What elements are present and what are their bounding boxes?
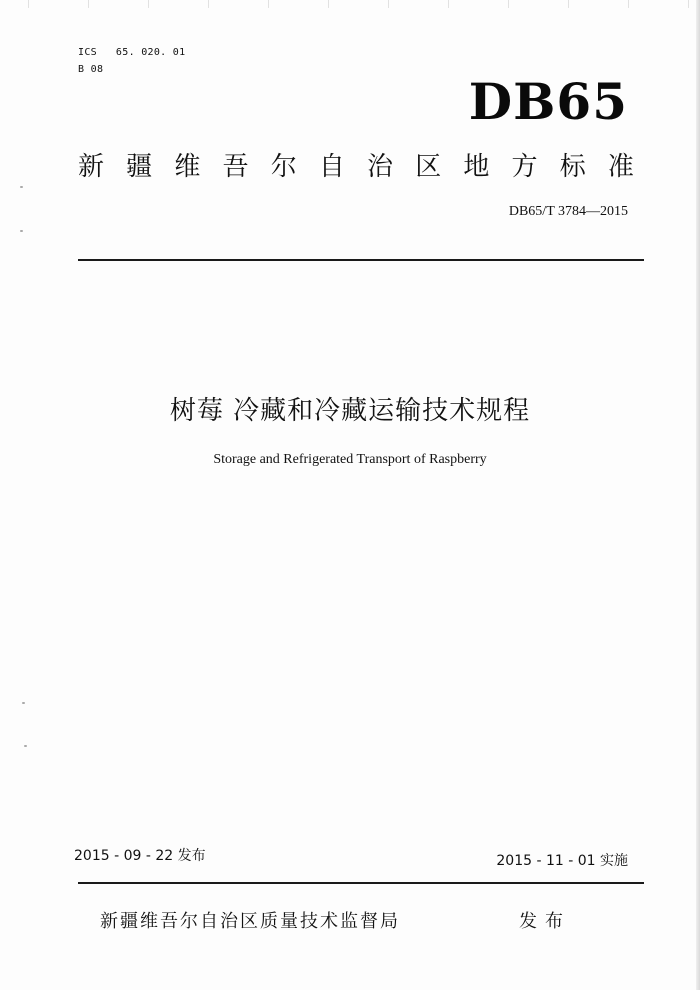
issue-date: 2015 - 09 - 22 发布 (74, 848, 206, 864)
publish-label: 发布 (519, 911, 571, 932)
db-standard-logo: DB65 (468, 72, 628, 131)
standard-type-char: 区 (415, 152, 442, 182)
standard-type-char: 新 (78, 152, 105, 182)
standard-type-char: 准 (607, 152, 634, 182)
classification-codes (78, 44, 185, 78)
standard-type-heading (78, 146, 634, 183)
document-title-english: Storage and Refrigerated Transport of Raspberry (213, 452, 487, 467)
standard-type-char: 尔 (270, 152, 297, 182)
standard-type-char: 地 (463, 152, 490, 182)
scan-speck (20, 186, 23, 188)
ics-code: ICS 65. 020. 01 (78, 47, 186, 58)
header-divider (78, 259, 644, 261)
standard-number: DB65/T 3784—2015 (508, 204, 628, 219)
document-title-chinese: 树莓 冷藏和冷藏运输技术规程 (169, 396, 531, 426)
scan-edge-top (0, 0, 700, 8)
scan-edge-right (696, 0, 700, 990)
scan-speck (24, 745, 27, 747)
standard-type-char: 疆 (126, 152, 153, 182)
standard-type-char: 方 (511, 152, 538, 182)
ccs-code: B 08 (78, 64, 104, 75)
standard-type-char: 标 (559, 152, 586, 182)
issuing-authority: 新疆维吾尔自治区质量技术监督局 (100, 911, 400, 932)
standard-type-char: 吾 (222, 152, 249, 182)
standard-type-char: 维 (174, 152, 201, 182)
footer-divider (78, 882, 644, 884)
standard-type-char: 治 (367, 152, 394, 182)
standard-type-char: 自 (318, 152, 345, 182)
implementation-date: 2015 - 11 - 01 实施 (496, 853, 628, 869)
scan-speck (20, 230, 23, 232)
scan-speck (22, 702, 25, 704)
